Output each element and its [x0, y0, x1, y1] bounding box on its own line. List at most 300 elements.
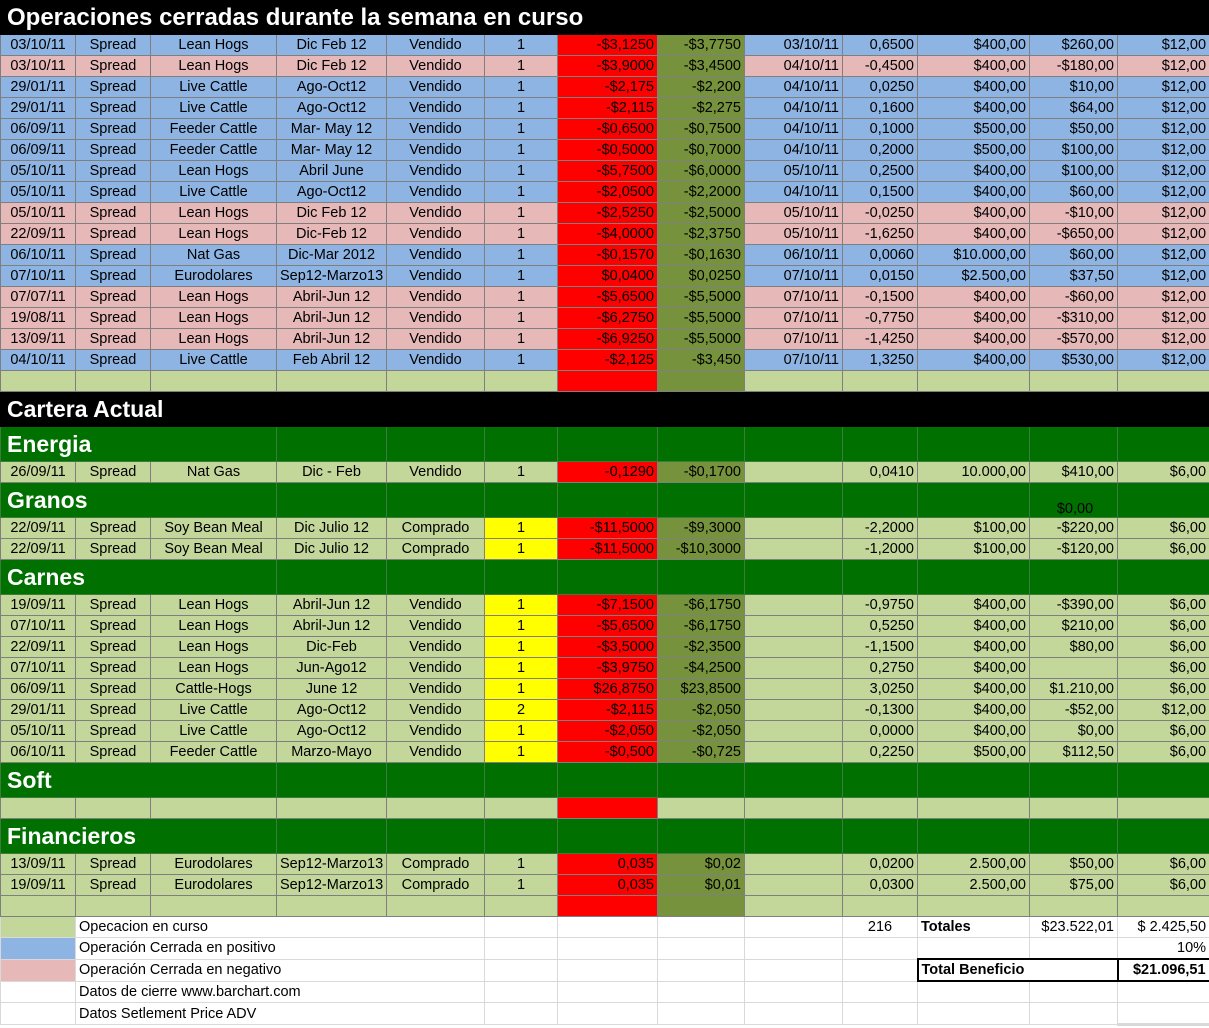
category-header-cell[interactable] — [387, 560, 485, 595]
entry-price-cell[interactable]: -$0,5000 — [558, 140, 658, 161]
empty-cell[interactable] — [1030, 371, 1118, 392]
entry-price-cell[interactable]: -$0,1570 — [558, 245, 658, 266]
entry-price-cell[interactable]: -$3,5000 — [558, 637, 658, 658]
date-cell[interactable]: 06/09/11 — [1, 119, 76, 140]
side-cell[interactable]: Vendido — [387, 700, 485, 721]
contract-cell[interactable]: Ago-Oct12 — [277, 77, 387, 98]
side-cell[interactable]: Vendido — [387, 329, 485, 350]
contract-cell[interactable]: Sep12-Marzo13 — [277, 266, 387, 287]
value-cell[interactable]: $400,00 — [918, 616, 1030, 637]
diff-cell[interactable]: 0,0250 — [843, 77, 918, 98]
category-header-cell[interactable] — [277, 427, 387, 462]
empty-cell[interactable] — [1030, 896, 1118, 917]
empty-cell[interactable] — [658, 959, 745, 981]
date-cell[interactable]: 03/10/11 — [1, 56, 76, 77]
value-cell[interactable]: $500,00 — [918, 742, 1030, 763]
date-cell[interactable]: 19/09/11 — [1, 875, 76, 896]
empty-cell[interactable] — [485, 959, 558, 981]
qty-cell[interactable]: 1 — [485, 119, 558, 140]
result-cell[interactable]: -$570,00 — [1030, 329, 1118, 350]
commission-cell[interactable]: $6,00 — [1118, 595, 1209, 616]
empty-cell[interactable] — [658, 1003, 745, 1025]
contract-cell[interactable]: Marzo-Mayo — [277, 742, 387, 763]
empty-cell[interactable] — [745, 518, 843, 539]
side-cell[interactable]: Vendido — [387, 616, 485, 637]
side-cell[interactable]: Vendido — [387, 266, 485, 287]
product-cell[interactable]: Lean Hogs — [151, 287, 277, 308]
entry-price-cell[interactable]: $26,8750 — [558, 679, 658, 700]
category-header-cell[interactable] — [658, 819, 745, 854]
side-cell[interactable]: Vendido — [387, 56, 485, 77]
qty-cell[interactable]: 1 — [485, 98, 558, 119]
category-header-cell[interactable] — [485, 763, 558, 798]
type-cell[interactable]: Spread — [76, 203, 151, 224]
contract-cell[interactable]: Ago-Oct12 — [277, 98, 387, 119]
side-cell[interactable]: Comprado — [387, 539, 485, 560]
qty-cell[interactable]: 1 — [485, 875, 558, 896]
empty-cell[interactable] — [558, 917, 658, 938]
qty-cell[interactable]: 1 — [485, 77, 558, 98]
category-label[interactable]: Financieros — [1, 819, 277, 854]
contract-cell[interactable]: Ago-Oct12 — [277, 182, 387, 203]
type-cell[interactable]: Spread — [76, 161, 151, 182]
close-date-cell[interactable]: 06/10/11 — [745, 245, 843, 266]
qty-cell[interactable]: 1 — [485, 679, 558, 700]
result-cell[interactable] — [1030, 658, 1118, 679]
empty-cell[interactable] — [1, 896, 76, 917]
empty-cell[interactable] — [745, 371, 843, 392]
result-cell[interactable]: $1.210,00 — [1030, 679, 1118, 700]
qty-cell[interactable]: 1 — [485, 203, 558, 224]
empty-cell[interactable] — [1030, 798, 1118, 819]
type-cell[interactable]: Spread — [76, 350, 151, 371]
legend-swatch[interactable] — [1, 959, 76, 981]
product-cell[interactable]: Lean Hogs — [151, 56, 277, 77]
empty-cell[interactable] — [658, 896, 745, 917]
contract-cell[interactable]: Ago-Oct12 — [277, 721, 387, 742]
value-cell[interactable]: $100,00 — [918, 518, 1030, 539]
side-cell[interactable]: Vendido — [387, 679, 485, 700]
diff-cell[interactable]: 0,1000 — [843, 119, 918, 140]
result-cell[interactable]: $60,00 — [1030, 182, 1118, 203]
commission-cell[interactable]: $12,00 — [1118, 203, 1209, 224]
date-cell[interactable]: 19/08/11 — [1, 308, 76, 329]
type-cell[interactable]: Spread — [76, 140, 151, 161]
empty-cell[interactable] — [1118, 371, 1209, 392]
commission-cell[interactable]: $6,00 — [1118, 637, 1209, 658]
value-cell[interactable]: $400,00 — [918, 98, 1030, 119]
diff-cell[interactable]: -0,1500 — [843, 287, 918, 308]
close-date-cell[interactable]: 04/10/11 — [745, 77, 843, 98]
result-cell[interactable]: $37,50 — [1030, 266, 1118, 287]
side-cell[interactable]: Vendido — [387, 308, 485, 329]
empty-cell[interactable] — [1030, 981, 1118, 1003]
empty-cell[interactable] — [558, 959, 658, 981]
commission-cell[interactable]: $12,00 — [1118, 56, 1209, 77]
side-cell[interactable]: Vendido — [387, 350, 485, 371]
category-header-cell[interactable] — [658, 483, 745, 518]
entry-price-cell[interactable]: -$7,1500 — [558, 595, 658, 616]
exit-price-cell[interactable]: -$5,5000 — [658, 287, 745, 308]
close-date-cell[interactable]: 07/10/11 — [745, 287, 843, 308]
entry-price-cell[interactable]: -$5,7500 — [558, 161, 658, 182]
empty-cell[interactable] — [1118, 1003, 1209, 1025]
category-label[interactable]: Soft — [1, 763, 277, 798]
commission-cell[interactable]: $12,00 — [1118, 161, 1209, 182]
product-cell[interactable]: Lean Hogs — [151, 224, 277, 245]
qty-cell[interactable]: 1 — [485, 721, 558, 742]
total-gross[interactable]: $23.522,01 — [1030, 917, 1118, 938]
diff-cell[interactable]: 0,2000 — [843, 140, 918, 161]
type-cell[interactable]: Spread — [76, 595, 151, 616]
product-cell[interactable]: Feeder Cattle — [151, 742, 277, 763]
empty-cell[interactable] — [745, 700, 843, 721]
date-cell[interactable]: 06/09/11 — [1, 679, 76, 700]
entry-price-cell[interactable]: -0,1290 — [558, 462, 658, 483]
category-header-cell[interactable] — [277, 819, 387, 854]
value-cell[interactable]: $400,00 — [918, 56, 1030, 77]
exit-price-cell[interactable]: -$0,1630 — [658, 245, 745, 266]
current-price-cell[interactable]: -$10,3000 — [658, 539, 745, 560]
product-cell[interactable]: Live Cattle — [151, 721, 277, 742]
category-header-cell[interactable] — [485, 427, 558, 462]
empty-cell[interactable] — [843, 1003, 918, 1025]
empty-cell[interactable] — [745, 742, 843, 763]
category-header-cell[interactable] — [843, 483, 918, 518]
entry-price-cell[interactable]: -$5,6500 — [558, 287, 658, 308]
value-cell[interactable]: 2.500,00 — [918, 854, 1030, 875]
result-cell[interactable]: $60,00 — [1030, 245, 1118, 266]
qty-cell[interactable]: 1 — [485, 140, 558, 161]
category-header-cell[interactable] — [558, 763, 658, 798]
legend-swatch[interactable] — [1, 917, 76, 938]
date-cell[interactable]: 29/01/11 — [1, 77, 76, 98]
entry-price-cell[interactable]: -$6,9250 — [558, 329, 658, 350]
value-cell[interactable]: $400,00 — [918, 658, 1030, 679]
empty-cell[interactable] — [387, 896, 485, 917]
result-cell[interactable]: $530,00 — [1030, 350, 1118, 371]
result-cell[interactable]: -$52,00 — [1030, 700, 1118, 721]
value-cell[interactable]: $400,00 — [918, 721, 1030, 742]
empty-cell[interactable] — [277, 896, 387, 917]
product-cell[interactable]: Lean Hogs — [151, 308, 277, 329]
category-header-cell[interactable] — [658, 427, 745, 462]
result-cell[interactable]: -$220,00 — [1030, 518, 1118, 539]
category-header-cell[interactable] — [1030, 819, 1118, 854]
product-cell[interactable]: Lean Hogs — [151, 595, 277, 616]
contract-cell[interactable]: Abril-Jun 12 — [277, 595, 387, 616]
legend-label[interactable]: Opecacion en curso — [76, 917, 485, 938]
current-price-cell[interactable]: -$0,1700 — [658, 462, 745, 483]
diff-cell[interactable]: 0,0000 — [843, 721, 918, 742]
exit-price-cell[interactable]: -$2,3750 — [658, 224, 745, 245]
side-cell[interactable]: Comprado — [387, 854, 485, 875]
qty-cell[interactable]: 1 — [485, 56, 558, 77]
value-cell[interactable]: $10.000,00 — [918, 245, 1030, 266]
contract-cell[interactable]: Dic Feb 12 — [277, 35, 387, 56]
commission-cell[interactable]: $6,00 — [1118, 679, 1209, 700]
value-cell[interactable]: $400,00 — [918, 637, 1030, 658]
contract-cell[interactable]: Dic Feb 12 — [277, 203, 387, 224]
category-header-cell[interactable] — [558, 427, 658, 462]
portfolio-title[interactable]: Cartera Actual — [1, 392, 1209, 427]
diff-cell[interactable]: -0,0250 — [843, 203, 918, 224]
close-date-cell[interactable]: 07/10/11 — [745, 266, 843, 287]
empty-cell[interactable] — [485, 371, 558, 392]
type-cell[interactable]: Spread — [76, 875, 151, 896]
empty-cell[interactable] — [558, 371, 658, 392]
product-cell[interactable]: Cattle-Hogs — [151, 679, 277, 700]
value-cell[interactable]: $400,00 — [918, 182, 1030, 203]
value-cell[interactable]: $400,00 — [918, 203, 1030, 224]
value-cell[interactable]: $400,00 — [918, 287, 1030, 308]
current-price-cell[interactable]: -$4,2500 — [658, 658, 745, 679]
current-price-cell[interactable]: -$2,050 — [658, 700, 745, 721]
empty-cell[interactable] — [745, 679, 843, 700]
close-date-cell[interactable]: 05/10/11 — [745, 203, 843, 224]
category-header-cell[interactable] — [1118, 819, 1209, 854]
entry-price-cell[interactable]: -$3,9750 — [558, 658, 658, 679]
product-cell[interactable]: Lean Hogs — [151, 161, 277, 182]
side-cell[interactable]: Vendido — [387, 245, 485, 266]
entry-price-cell[interactable]: -$0,500 — [558, 742, 658, 763]
diff-cell[interactable]: 0,0300 — [843, 875, 918, 896]
result-cell[interactable]: $100,00 — [1030, 161, 1118, 182]
category-header-cell[interactable] — [387, 763, 485, 798]
empty-cell[interactable] — [658, 917, 745, 938]
product-cell[interactable]: Feeder Cattle — [151, 119, 277, 140]
date-cell[interactable]: 06/10/11 — [1, 742, 76, 763]
result-cell[interactable]: -$310,00 — [1030, 308, 1118, 329]
legend-label[interactable]: Operación Cerrada en positivo — [76, 938, 485, 960]
date-cell[interactable]: 05/10/11 — [1, 182, 76, 203]
contract-cell[interactable]: Ago-Oct12 — [277, 700, 387, 721]
commission-cell[interactable]: $12,00 — [1118, 700, 1209, 721]
category-header-cell[interactable] — [1118, 560, 1209, 595]
benefit-label[interactable]: Total Beneficio — [918, 959, 1118, 981]
result-cell[interactable]: -$390,00 — [1030, 595, 1118, 616]
type-cell[interactable]: Spread — [76, 721, 151, 742]
commission-cell[interactable]: $12,00 — [1118, 35, 1209, 56]
category-header-cell[interactable] — [1030, 763, 1118, 798]
commission-cell[interactable]: $6,00 — [1118, 854, 1209, 875]
category-header-cell[interactable] — [485, 560, 558, 595]
commission-cell[interactable]: $12,00 — [1118, 119, 1209, 140]
close-date-cell[interactable]: 05/10/11 — [745, 161, 843, 182]
side-cell[interactable]: Vendido — [387, 721, 485, 742]
category-header-cell[interactable] — [658, 560, 745, 595]
result-cell[interactable]: -$180,00 — [1030, 56, 1118, 77]
type-cell[interactable]: Spread — [76, 854, 151, 875]
entry-price-cell[interactable]: -$0,6500 — [558, 119, 658, 140]
empty-cell[interactable] — [843, 981, 918, 1003]
diff-cell[interactable]: 0,2750 — [843, 658, 918, 679]
commission-cell[interactable]: $12,00 — [1118, 98, 1209, 119]
side-cell[interactable]: Vendido — [387, 182, 485, 203]
result-cell[interactable]: -$10,00 — [1030, 203, 1118, 224]
date-cell[interactable]: 05/10/11 — [1, 203, 76, 224]
qty-cell[interactable]: 2 — [485, 700, 558, 721]
value-cell[interactable]: $400,00 — [918, 679, 1030, 700]
entry-price-cell[interactable]: -$2,050 — [558, 721, 658, 742]
value-cell[interactable]: $400,00 — [918, 308, 1030, 329]
current-price-cell[interactable]: -$0,725 — [658, 742, 745, 763]
empty-cell[interactable] — [918, 981, 1030, 1003]
qty-cell[interactable]: 1 — [485, 595, 558, 616]
category-header-cell[interactable] — [485, 819, 558, 854]
product-cell[interactable]: Eurodolares — [151, 854, 277, 875]
product-cell[interactable]: Lean Hogs — [151, 329, 277, 350]
category-header-cell[interactable] — [1118, 763, 1209, 798]
diff-cell[interactable]: -0,4500 — [843, 56, 918, 77]
exit-price-cell[interactable]: -$5,5000 — [658, 329, 745, 350]
empty-cell[interactable] — [745, 462, 843, 483]
contract-cell[interactable]: Mar- May 12 — [277, 119, 387, 140]
entry-price-cell[interactable]: -$5,6500 — [558, 616, 658, 637]
qty-cell[interactable]: 1 — [485, 182, 558, 203]
commission-cell[interactable]: $12,00 — [1118, 350, 1209, 371]
result-cell[interactable]: $100,00 — [1030, 140, 1118, 161]
empty-cell[interactable] — [76, 798, 151, 819]
date-cell[interactable]: 06/09/11 — [1, 140, 76, 161]
contract-cell[interactable]: Abril-Jun 12 — [277, 287, 387, 308]
category-header-cell[interactable] — [745, 560, 843, 595]
diff-cell[interactable]: 0,1500 — [843, 182, 918, 203]
empty-cell[interactable] — [745, 938, 843, 960]
type-cell[interactable]: Spread — [76, 700, 151, 721]
legend-swatch[interactable] — [1, 981, 76, 1003]
side-cell[interactable]: Vendido — [387, 98, 485, 119]
empty-cell[interactable] — [745, 896, 843, 917]
side-cell[interactable]: Comprado — [387, 518, 485, 539]
empty-cell[interactable] — [387, 798, 485, 819]
value-cell[interactable]: $500,00 — [918, 140, 1030, 161]
date-cell[interactable]: 03/10/11 — [1, 35, 76, 56]
entry-price-cell[interactable]: -$2,5250 — [558, 203, 658, 224]
category-header-cell[interactable] — [745, 427, 843, 462]
total-commission[interactable]: $ 2.425,50 — [1118, 917, 1209, 938]
benefit-value[interactable]: $21.096,51 — [1118, 959, 1209, 981]
commission-cell[interactable]: $6,00 — [1118, 518, 1209, 539]
empty-cell[interactable] — [151, 896, 277, 917]
entry-price-cell[interactable]: 0,035 — [558, 875, 658, 896]
empty-cell[interactable] — [558, 798, 658, 819]
legend-swatch[interactable] — [1, 938, 76, 960]
contract-cell[interactable]: Abril June — [277, 161, 387, 182]
contract-cell[interactable]: Dic-Feb 12 — [277, 224, 387, 245]
empty-cell[interactable] — [745, 539, 843, 560]
type-cell[interactable]: Spread — [76, 245, 151, 266]
type-cell[interactable]: Spread — [76, 35, 151, 56]
empty-cell[interactable] — [277, 371, 387, 392]
empty-cell[interactable] — [745, 658, 843, 679]
date-cell[interactable]: 13/09/11 — [1, 854, 76, 875]
empty-cell[interactable] — [745, 798, 843, 819]
contract-cell[interactable]: Sep12-Marzo13 — [277, 854, 387, 875]
value-cell[interactable]: $400,00 — [918, 224, 1030, 245]
qty-cell[interactable]: 1 — [485, 161, 558, 182]
date-cell[interactable]: 22/09/11 — [1, 637, 76, 658]
product-cell[interactable]: Lean Hogs — [151, 637, 277, 658]
side-cell[interactable]: Vendido — [387, 224, 485, 245]
empty-cell[interactable] — [1118, 798, 1209, 819]
empty-cell[interactable] — [745, 637, 843, 658]
close-date-cell[interactable]: 04/10/11 — [745, 140, 843, 161]
result-cell[interactable]: $112,50 — [1030, 742, 1118, 763]
close-date-cell[interactable]: 04/10/11 — [745, 182, 843, 203]
diff-cell[interactable]: -1,2000 — [843, 539, 918, 560]
qty-cell[interactable]: 1 — [485, 224, 558, 245]
empty-cell[interactable] — [843, 938, 918, 960]
product-cell[interactable]: Live Cattle — [151, 700, 277, 721]
category-header-cell[interactable] — [558, 819, 658, 854]
product-cell[interactable]: Lean Hogs — [151, 35, 277, 56]
diff-cell[interactable]: -2,2000 — [843, 518, 918, 539]
percent-cell[interactable]: 10% — [1118, 938, 1209, 960]
commission-cell[interactable]: $6,00 — [1118, 721, 1209, 742]
result-cell[interactable]: $10,00 — [1030, 77, 1118, 98]
category-header-cell[interactable] — [658, 763, 745, 798]
type-cell[interactable]: Spread — [76, 329, 151, 350]
empty-cell[interactable] — [1118, 981, 1209, 1003]
qty-cell[interactable]: 1 — [485, 350, 558, 371]
diff-cell[interactable]: 0,0200 — [843, 854, 918, 875]
empty-cell[interactable] — [1118, 896, 1209, 917]
exit-price-cell[interactable]: -$3,450 — [658, 350, 745, 371]
category-header-cell[interactable] — [843, 427, 918, 462]
category-header-cell[interactable] — [918, 560, 1030, 595]
empty-cell[interactable] — [485, 917, 558, 938]
result-cell[interactable]: -$60,00 — [1030, 287, 1118, 308]
date-cell[interactable]: 26/09/11 — [1, 462, 76, 483]
diff-cell[interactable]: 3,0250 — [843, 679, 918, 700]
current-price-cell[interactable]: $0,02 — [658, 854, 745, 875]
empty-cell[interactable] — [745, 595, 843, 616]
entry-price-cell[interactable]: -$2,175 — [558, 77, 658, 98]
exit-price-cell[interactable]: -$0,7500 — [658, 119, 745, 140]
contract-cell[interactable]: Dic Feb 12 — [277, 56, 387, 77]
empty-cell[interactable] — [658, 798, 745, 819]
category-header-cell[interactable] — [918, 819, 1030, 854]
exit-price-cell[interactable]: -$3,7750 — [658, 35, 745, 56]
close-date-cell[interactable]: 04/10/11 — [745, 119, 843, 140]
date-cell[interactable]: 22/09/11 — [1, 518, 76, 539]
category-header-cell[interactable] — [745, 483, 843, 518]
type-cell[interactable]: Spread — [76, 308, 151, 329]
side-cell[interactable]: Vendido — [387, 742, 485, 763]
entry-price-cell[interactable]: -$3,9000 — [558, 56, 658, 77]
qty-cell[interactable]: 1 — [485, 518, 558, 539]
result-cell[interactable]: $210,00 — [1030, 616, 1118, 637]
value-cell[interactable]: $400,00 — [918, 329, 1030, 350]
close-date-cell[interactable]: 07/10/11 — [745, 308, 843, 329]
entry-price-cell[interactable]: -$2,125 — [558, 350, 658, 371]
date-cell[interactable]: 05/10/11 — [1, 161, 76, 182]
commission-cell[interactable]: $12,00 — [1118, 140, 1209, 161]
empty-cell[interactable] — [843, 798, 918, 819]
type-cell[interactable]: Spread — [76, 462, 151, 483]
value-cell[interactable]: $400,00 — [918, 35, 1030, 56]
exit-price-cell[interactable]: -$3,4500 — [658, 56, 745, 77]
empty-cell[interactable] — [918, 938, 1030, 960]
category-header-cell[interactable] — [1118, 427, 1209, 462]
category-header-cell[interactable] — [1118, 483, 1209, 518]
date-cell[interactable]: 19/09/11 — [1, 595, 76, 616]
category-header-cell[interactable] — [485, 483, 558, 518]
date-cell[interactable]: 06/10/11 — [1, 245, 76, 266]
date-cell[interactable]: 07/10/11 — [1, 266, 76, 287]
product-cell[interactable]: Soy Bean Meal — [151, 518, 277, 539]
